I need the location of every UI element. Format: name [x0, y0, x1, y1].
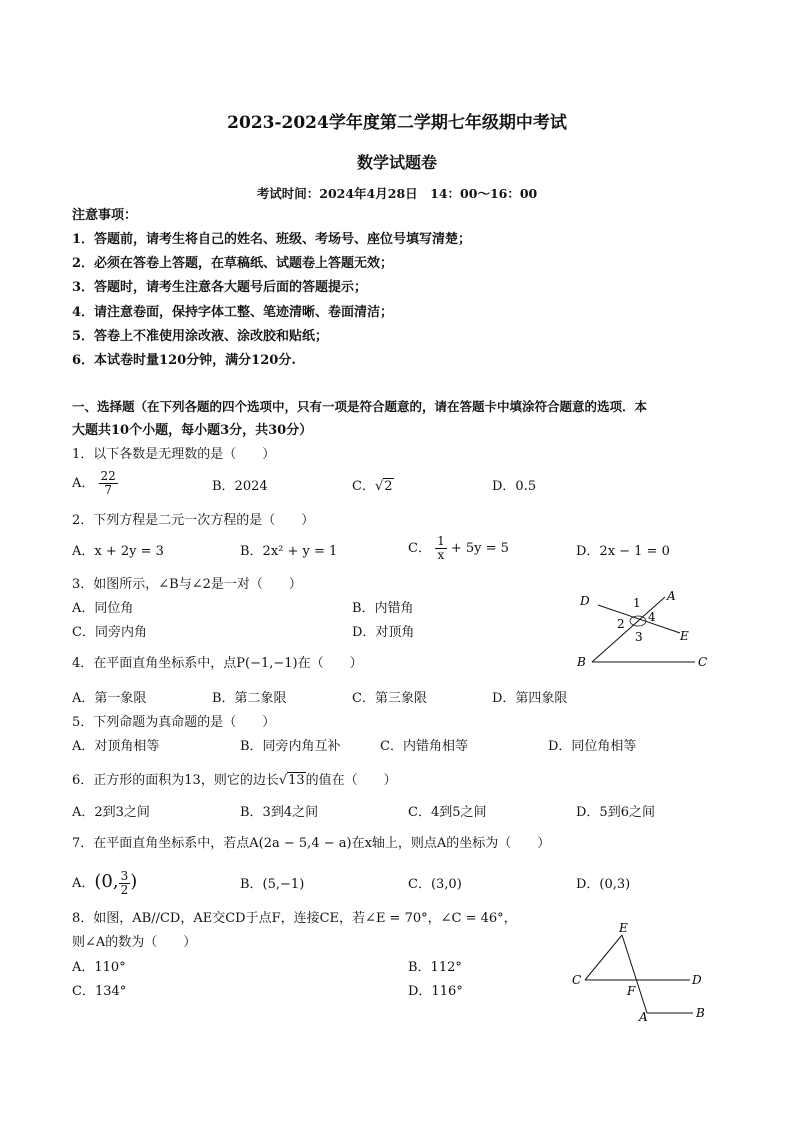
note-item: 4．请注意卷面，保持字体工整、笔迹清晰、卷面清洁； [72, 305, 394, 320]
exam-time: 考试时间：2024年4月28日 14：00～16：00 [256, 186, 538, 201]
label-d: D [692, 973, 702, 987]
q2-option-c: C． $\frac{1}{x}$ + 5y = 5 [408, 534, 509, 562]
q2-stem: 2．下列方程是二元一次方程的是（ ） [72, 513, 315, 528]
notes-heading: 注意事项： [72, 208, 138, 223]
label-a: A [639, 1010, 648, 1024]
label-e: E [619, 921, 628, 935]
q7-option-b: B．(5,−1) [240, 877, 305, 892]
q5-option-c: C．内错角相等 [380, 739, 468, 754]
q4-option-d: D．第四象限 [492, 691, 568, 706]
label-4: 4 [648, 610, 656, 624]
q8-option-d: D．116° [408, 984, 463, 999]
q7-stem: 7．在平面直角坐标系中，若点A(2a − 5,4 − a)在x轴上，则点A的坐标为（ ） [72, 836, 551, 851]
note-item: 2．必须在答卷上答题，在草稿纸、试题卷上答题无效； [72, 256, 394, 271]
note-item: 5．答卷上不准使用涂改液、涂改胶和贴纸； [72, 329, 329, 344]
q2-option-b: B．2x² + y = 1 [240, 544, 338, 559]
q6-option-c: C．4到5之间 [408, 805, 487, 820]
label-c: C [572, 973, 582, 987]
label-3: 3 [635, 630, 643, 644]
q4-option-c: C．第三象限 [352, 691, 427, 706]
q6-stem: 6．正方形的面积为13，则它的边长√13的值在（ ） [72, 773, 397, 788]
q5-option-d: D．同位角相等 [548, 739, 637, 754]
section1-instructions: 一、选择题（在下列各题的四个选项中，只有一项是符合题意的，请在答题卡中填涂符合题意的选项．本 [72, 399, 648, 414]
label-b: B [577, 655, 586, 669]
q3-option-a: A．同位角 [72, 601, 134, 616]
exam-title: 2023-2024学年度第二学期七年级期中考试 [227, 113, 567, 133]
q1-option-a: A． $\frac{22}{7}$ [72, 469, 116, 497]
q1-option-b: B．2024 [212, 479, 268, 494]
q8-figure [565, 915, 715, 1025]
fraction: $\frac{3}{2}$ [120, 869, 129, 897]
note-item: 6．本试卷时量120分钟，满分120分. [72, 353, 296, 368]
q8-option-b: B．112° [408, 960, 462, 975]
q8-option-a: A．110° [72, 960, 126, 975]
q7-option-d: D．(0,3) [576, 877, 631, 892]
q3-option-c: C．同旁内角 [72, 625, 147, 640]
fraction: $\frac{22}{7}$ [100, 469, 116, 497]
label-e: E [680, 629, 689, 643]
note-item: 1．答题前，请考生将自己的姓名、班级、考场号、座位号填写清楚； [72, 232, 472, 247]
q8-stem: 8．如图，AB//CD，AE交CD于点F，连接CE，若∠E = 70°，∠C = 46°， [72, 911, 517, 926]
q2-option-a: A．x + 2y = 3 [72, 544, 164, 559]
q8-option-c: C．134° [72, 984, 127, 999]
label-2: 2 [617, 617, 625, 631]
q1-stem: 1．以下各数是无理数的是（ ） [72, 447, 276, 462]
label-1: 1 [633, 596, 641, 610]
q8-stem-cont: 则∠A的数为（ ） [72, 935, 197, 950]
q6-option-a: A．2到3之间 [72, 805, 150, 820]
q5-stem: 5．下列命题为真命题的是（ ） [72, 715, 276, 730]
q7-option-a: A．(0, $\frac{3}{2}$ ) [72, 869, 138, 897]
q3-option-d: D．对顶角 [352, 625, 415, 640]
exam-subtitle: 数学试题卷 [356, 153, 437, 172]
q1-option-c: C．√2 [352, 479, 393, 494]
label-b: B [696, 1006, 705, 1020]
label-d: D [580, 594, 590, 608]
q4-option-b: B．第二象限 [212, 691, 287, 706]
label-f: F [627, 984, 636, 998]
q6-option-b: B．3到4之间 [240, 805, 319, 820]
fraction: $\frac{1}{x}$ [437, 534, 445, 562]
label-c: C [698, 655, 708, 669]
label-a: A [667, 589, 676, 603]
line-ce [585, 935, 622, 980]
line-ea [622, 935, 647, 1013]
q5-option-b: B．同旁内角互补 [240, 739, 341, 754]
q3-option-b: B．内错角 [352, 601, 414, 616]
q3-stem: 3．如图所示，∠B与∠2是一对（ ） [72, 577, 302, 592]
q6-option-d: D．5到6之间 [576, 805, 655, 820]
note-item: 3．答题时，请考生注意各大题号后面的答题提示； [72, 280, 368, 295]
q1-option-d: D．0.5 [492, 479, 537, 494]
q4-stem: 4．在平面直角坐标系中，点P(−1,−1)在（ ） [72, 656, 363, 671]
q7-option-c: C．(3,0) [408, 877, 462, 892]
q4-option-a: A．第一象限 [72, 691, 147, 706]
q2-option-d: D．2x − 1 = 0 [576, 544, 670, 559]
q3-figure [570, 585, 720, 675]
q5-option-a: A．对顶角相等 [72, 739, 160, 754]
section1-instructions-cont: 大题共10个小题，每小题3分，共30分） [72, 423, 313, 438]
